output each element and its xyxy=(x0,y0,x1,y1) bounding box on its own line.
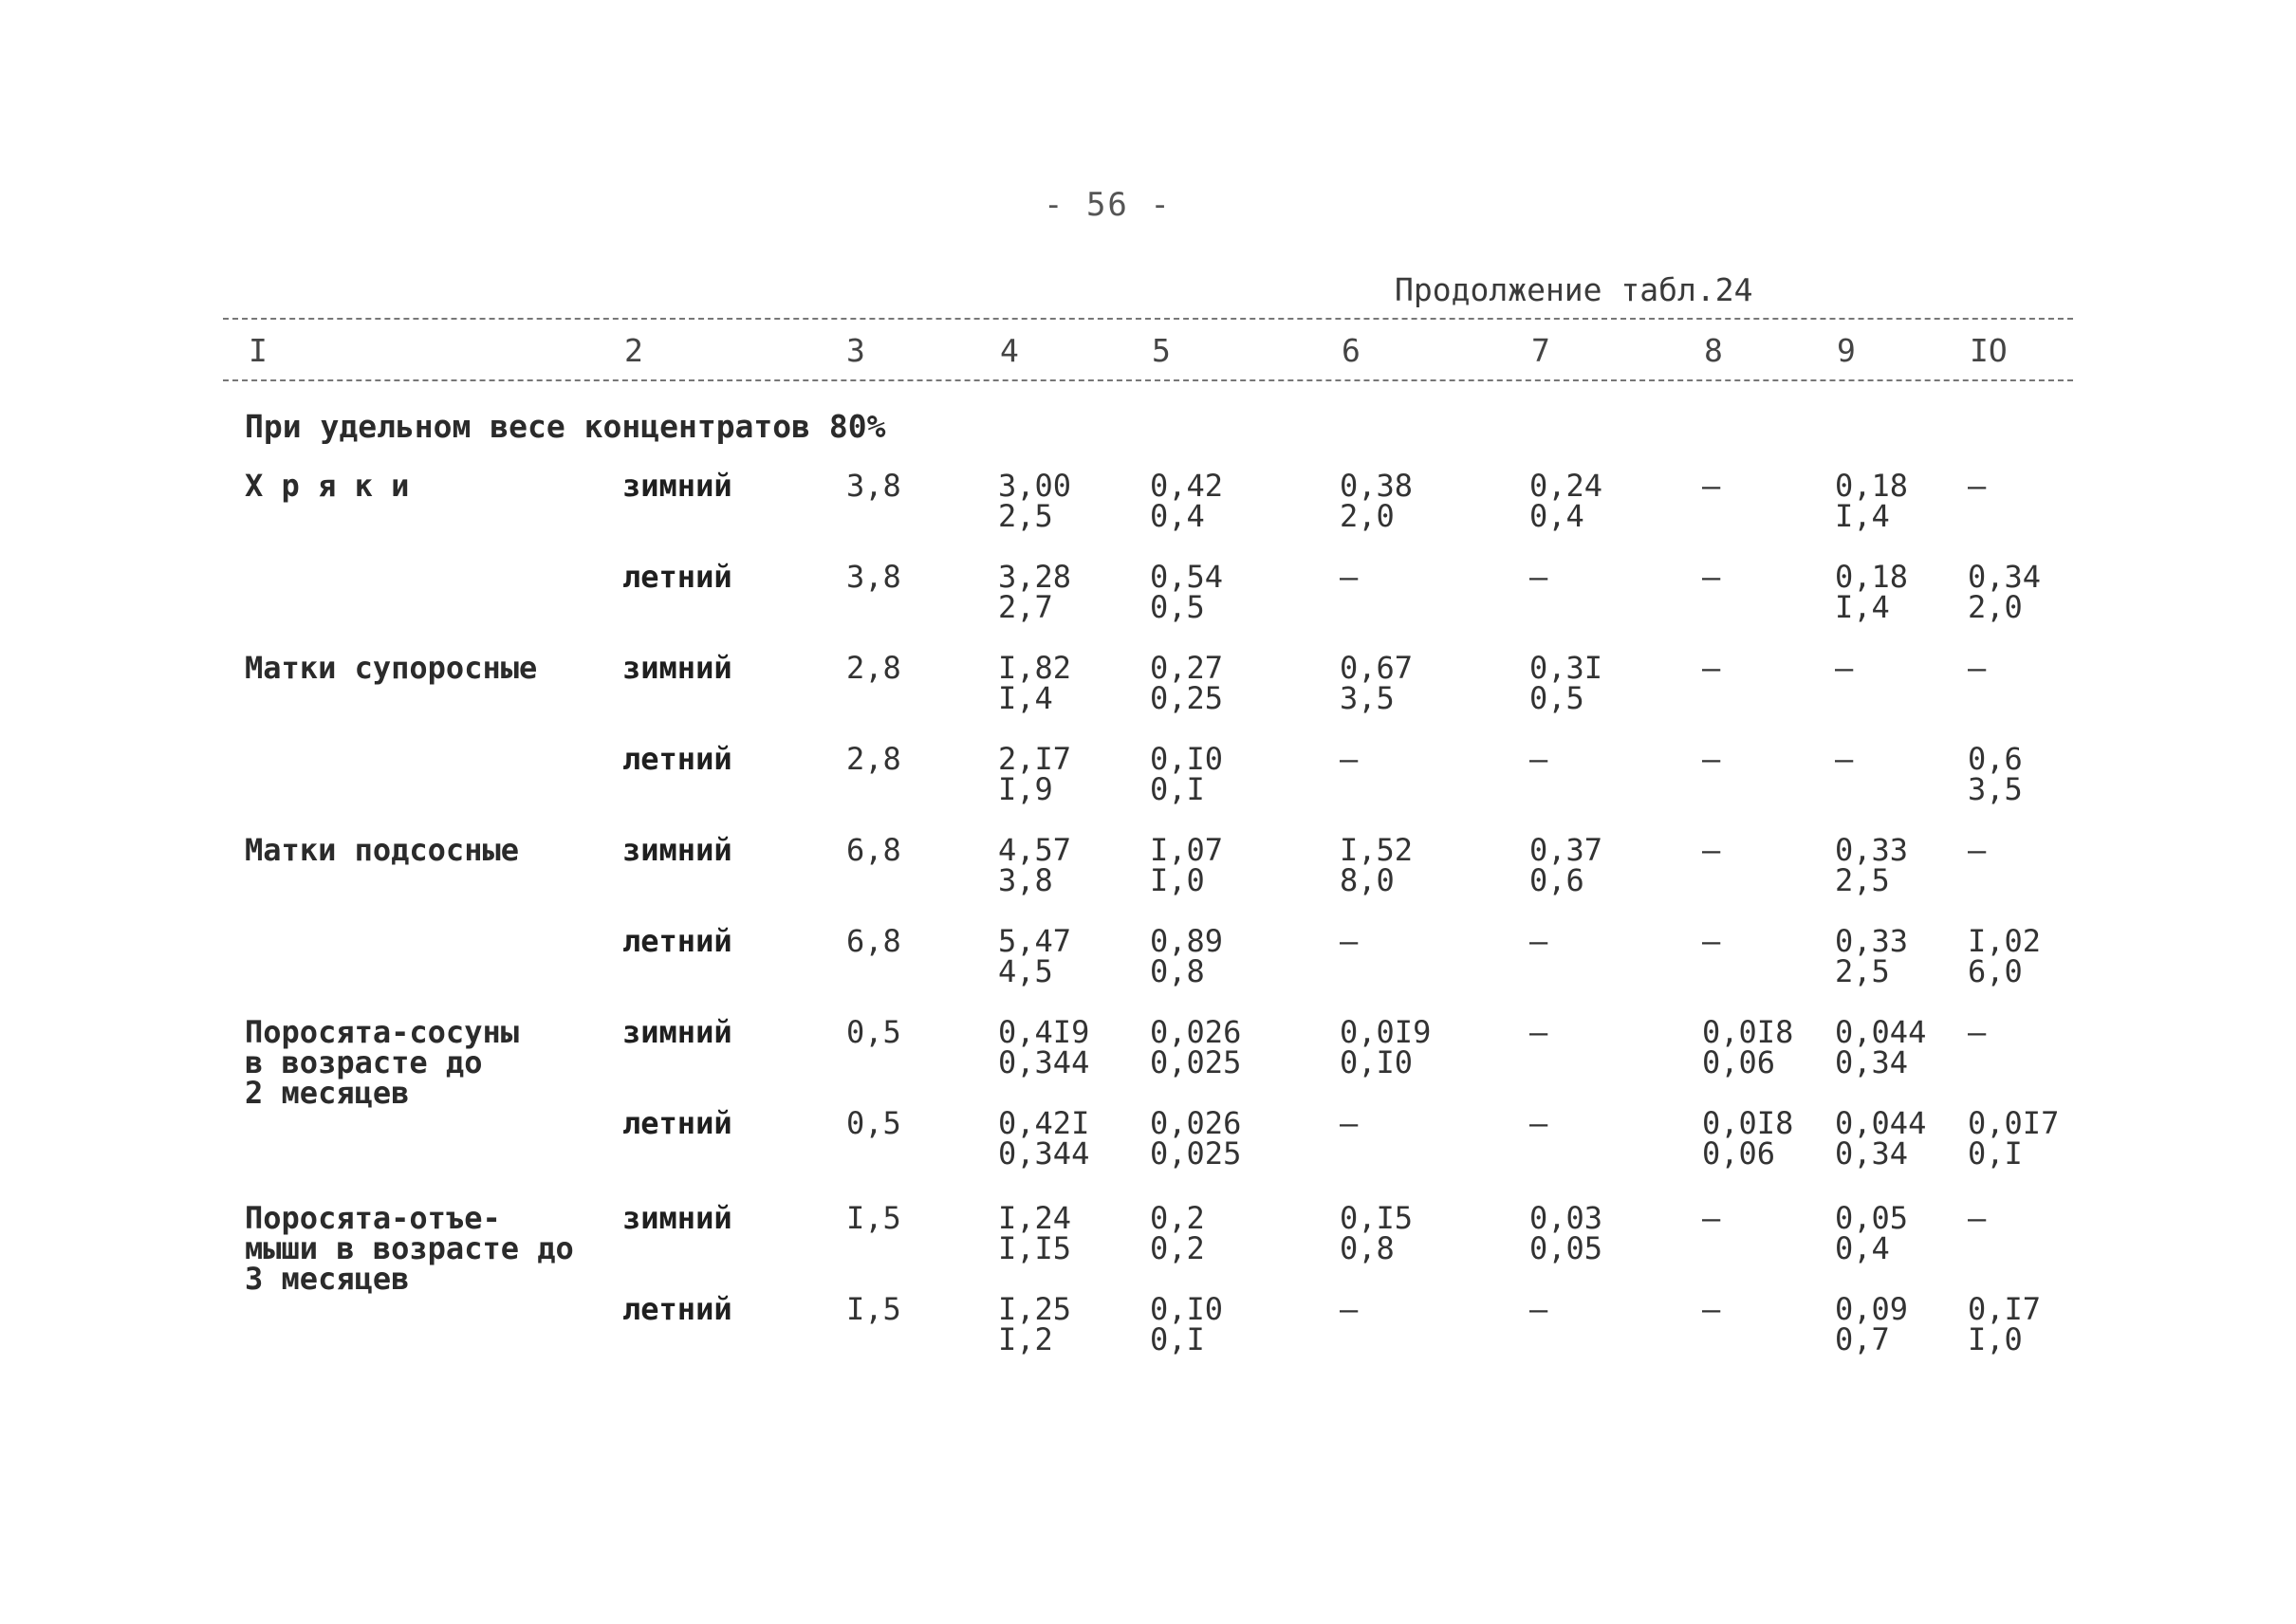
column-3-value: 0,5 xyxy=(846,1105,901,1141)
column-4-value xyxy=(998,923,1072,989)
cell-line: 4,5 xyxy=(998,953,1053,989)
cell-line: 0,18 xyxy=(1835,468,1909,504)
cell-line: 0,8 xyxy=(1150,953,1205,989)
cell-line: 0,I xyxy=(1150,771,1205,807)
cell-line: 0,026 xyxy=(1150,1105,1242,1141)
cell-line: I,0 xyxy=(1150,862,1205,898)
cell-line: 0,33 xyxy=(1835,923,1909,959)
season-label: летний xyxy=(622,1105,732,1141)
cell-line: 0,6 xyxy=(1529,862,1584,898)
column-7-value xyxy=(1529,741,1548,777)
season-label: летний xyxy=(622,559,732,595)
column-3-value: 3,8 xyxy=(846,559,901,595)
column-3-value: 6,8 xyxy=(846,832,901,868)
cell-line: 2,I7 xyxy=(998,741,1072,777)
animal-group-label: Матки подсосные xyxy=(245,832,519,868)
season-label: зимний xyxy=(622,832,732,868)
cell-line: 0,05 xyxy=(1835,1200,1909,1236)
cell-line: 0,4 xyxy=(1150,498,1205,534)
column-3-value: 0,5 xyxy=(846,1014,901,1050)
column-8-value xyxy=(1702,650,1721,686)
column-6-value xyxy=(1340,650,1414,716)
column-3-value: I,5 xyxy=(846,1200,901,1236)
cell-line: 0,37 xyxy=(1529,832,1603,868)
column-header-8: 8 xyxy=(1704,332,1723,369)
cell-line: 0,4 xyxy=(1529,498,1584,534)
section-title: При удельном весе концентратов 80% xyxy=(245,408,886,445)
cell-line: 0,0I8 xyxy=(1702,1014,1794,1050)
cell-line: 2,5 xyxy=(1835,953,1890,989)
cell-line: – xyxy=(1702,1200,1721,1236)
cell-line: 0,38 xyxy=(1340,468,1414,504)
column-7-value xyxy=(1529,650,1603,716)
column-10-value xyxy=(1968,559,2042,625)
cell-line: 0,8 xyxy=(1340,1230,1395,1266)
cell-line: 0,89 xyxy=(1150,923,1224,959)
season-label: зимний xyxy=(622,468,732,504)
cell-line: 0,0I8 xyxy=(1702,1105,1794,1141)
cell-line: 0,03 xyxy=(1529,1200,1603,1236)
cell-line: 0,7 xyxy=(1835,1321,1890,1357)
cell-line: 2,5 xyxy=(998,498,1053,534)
column-10-value xyxy=(1968,741,2023,807)
column-3-value: 2,8 xyxy=(846,650,901,686)
column-4-value xyxy=(998,1291,1072,1357)
column-header-9: 9 xyxy=(1837,332,1856,369)
column-header-1: I xyxy=(249,332,268,369)
season-label: летний xyxy=(622,1291,732,1327)
season-label: летний xyxy=(622,741,732,777)
cell-line: 0,2 xyxy=(1150,1230,1205,1266)
column-3-value: 3,8 xyxy=(846,468,901,504)
cell-line: 4,57 xyxy=(998,832,1072,868)
cell-line: – xyxy=(1702,741,1721,777)
column-8-value xyxy=(1702,1014,1794,1080)
column-5-value xyxy=(1150,1014,1242,1080)
column-header-6: 6 xyxy=(1342,332,1361,369)
column-4-value xyxy=(998,1014,1090,1080)
cell-line: 2,0 xyxy=(1968,589,2023,625)
column-9-value xyxy=(1835,1200,1909,1266)
column-3-value: 6,8 xyxy=(846,923,901,959)
column-9-value xyxy=(1835,1291,1909,1357)
cell-line: I,4 xyxy=(998,680,1053,716)
column-10-value xyxy=(1968,832,1987,868)
cell-line: – xyxy=(1702,650,1721,686)
column-6-value xyxy=(1340,559,1359,595)
table-continuation-caption: Продолжение табл.24 xyxy=(1395,271,1753,308)
cell-line: I,52 xyxy=(1340,832,1414,868)
cell-line: I,0 xyxy=(1968,1321,2023,1357)
cell-line: I,9 xyxy=(998,771,1053,807)
season-label: зимний xyxy=(622,650,732,686)
cell-line: 0,54 xyxy=(1150,559,1224,595)
column-7-value xyxy=(1529,923,1548,959)
column-5-value xyxy=(1150,1200,1205,1266)
column-5-value xyxy=(1150,559,1224,625)
cell-line: 0,I5 xyxy=(1340,1200,1414,1236)
column-3-value: I,5 xyxy=(846,1291,901,1327)
column-header-4: 4 xyxy=(1000,332,1019,369)
cell-line: – xyxy=(1529,741,1548,777)
cell-line: 3,8 xyxy=(998,862,1053,898)
column-9-value xyxy=(1835,1014,1927,1080)
column-9-value xyxy=(1835,468,1909,534)
cell-line: 0,I0 xyxy=(1150,1291,1224,1327)
column-10-value xyxy=(1968,1014,1987,1050)
cell-line: 0,I7 xyxy=(1968,1291,2042,1327)
column-header-3: 3 xyxy=(846,332,865,369)
cell-line: 2,5 xyxy=(1835,862,1890,898)
cell-line: 0,025 xyxy=(1150,1135,1242,1172)
column-6-value xyxy=(1340,1291,1359,1327)
column-7-value xyxy=(1529,468,1603,534)
column-8-value xyxy=(1702,1105,1794,1172)
cell-line: 0,I xyxy=(1968,1135,2023,1172)
column-4-value xyxy=(998,468,1072,534)
cell-line: I,25 xyxy=(998,1291,1072,1327)
cell-line: 0,4I9 xyxy=(998,1014,1090,1050)
column-7-value xyxy=(1529,1200,1603,1266)
table-header-rule xyxy=(223,379,2073,381)
column-10-value xyxy=(1968,1291,2042,1357)
column-6-value xyxy=(1340,923,1359,959)
column-header-10: IO xyxy=(1970,332,2008,369)
column-7-value xyxy=(1529,1014,1548,1050)
cell-line: 0,5 xyxy=(1150,589,1205,625)
cell-line: – xyxy=(1340,559,1359,595)
column-8-value xyxy=(1702,832,1721,868)
column-9-value xyxy=(1835,923,1909,989)
cell-line: I,I5 xyxy=(998,1230,1072,1266)
animal-group-label: Матки супоросные xyxy=(245,650,538,686)
column-9-value xyxy=(1835,1105,1927,1172)
animal-group-label: Поросята-отъе- мыши в возрасте до 3 месяцев xyxy=(245,1200,574,1297)
column-10-value xyxy=(1968,468,1987,504)
column-5-value xyxy=(1150,468,1224,534)
column-4-value xyxy=(998,741,1072,807)
cell-line: – xyxy=(1529,559,1548,595)
cell-line: – xyxy=(1968,650,1987,686)
cell-line: 0,0I7 xyxy=(1968,1105,2060,1141)
column-7-value xyxy=(1529,559,1548,595)
cell-line: 0,42 xyxy=(1150,468,1224,504)
cell-line: I,4 xyxy=(1835,498,1890,534)
cell-line: I,82 xyxy=(998,650,1072,686)
column-10-value xyxy=(1968,1200,1987,1236)
cell-line: 0,67 xyxy=(1340,650,1414,686)
column-header-2: 2 xyxy=(624,332,643,369)
cell-line: 0,06 xyxy=(1702,1135,1776,1172)
column-5-value xyxy=(1150,832,1224,898)
cell-line: 0,I xyxy=(1150,1321,1205,1357)
cell-line: – xyxy=(1835,741,1854,777)
cell-line: I,02 xyxy=(1968,923,2042,959)
column-6-value xyxy=(1340,468,1414,534)
cell-line: I,24 xyxy=(998,1200,1072,1236)
cell-line: 0,34 xyxy=(1835,1044,1909,1080)
cell-line: 0,42I xyxy=(998,1105,1090,1141)
cell-line: – xyxy=(1529,1014,1548,1050)
cell-line: 3,5 xyxy=(1968,771,2023,807)
column-9-value xyxy=(1835,650,1854,686)
column-8-value xyxy=(1702,559,1721,595)
cell-line: 0,05 xyxy=(1529,1230,1603,1266)
cell-line: 0,24 xyxy=(1529,468,1603,504)
column-4-value xyxy=(998,559,1072,625)
cell-line: 0,06 xyxy=(1702,1044,1776,1080)
column-5-value xyxy=(1150,1105,1242,1172)
table-top-rule xyxy=(223,318,2073,320)
cell-line: 3,00 xyxy=(998,468,1072,504)
cell-line: 3,5 xyxy=(1340,680,1395,716)
cell-line: I,4 xyxy=(1835,589,1890,625)
cell-line: – xyxy=(1340,923,1359,959)
cell-line: – xyxy=(1529,1291,1548,1327)
cell-line: I,07 xyxy=(1150,832,1224,868)
column-7-value xyxy=(1529,1105,1548,1141)
column-6-value xyxy=(1340,1200,1414,1266)
cell-line: – xyxy=(1340,1105,1359,1141)
column-5-value xyxy=(1150,650,1224,716)
cell-line: – xyxy=(1702,468,1721,504)
cell-line: – xyxy=(1835,650,1854,686)
cell-line: – xyxy=(1702,1291,1721,1327)
column-8-value xyxy=(1702,1200,1721,1236)
cell-line: 0,025 xyxy=(1150,1044,1242,1080)
column-9-value xyxy=(1835,741,1854,777)
column-7-value xyxy=(1529,832,1603,898)
column-header-5: 5 xyxy=(1152,332,1171,369)
column-10-value xyxy=(1968,923,2042,989)
cell-line: – xyxy=(1968,832,1987,868)
cell-line: 0,344 xyxy=(998,1135,1090,1172)
column-9-value xyxy=(1835,559,1909,625)
cell-line: – xyxy=(1702,923,1721,959)
cell-line: – xyxy=(1702,832,1721,868)
animal-group-label: Х р я к и xyxy=(245,468,410,504)
column-5-value xyxy=(1150,741,1224,807)
column-4-value xyxy=(998,1200,1072,1266)
column-8-value xyxy=(1702,468,1721,504)
column-8-value xyxy=(1702,741,1721,777)
cell-line: 0,2 xyxy=(1150,1200,1205,1236)
cell-line: 0,25 xyxy=(1150,680,1224,716)
cell-line: – xyxy=(1529,923,1548,959)
season-label: летний xyxy=(622,923,732,959)
cell-line: 0,0I9 xyxy=(1340,1014,1432,1050)
page-number: - 56 - xyxy=(1044,186,1172,224)
column-10-value xyxy=(1968,650,1987,686)
cell-line: 0,3I xyxy=(1529,650,1603,686)
cell-line: I,2 xyxy=(998,1321,1053,1357)
column-5-value xyxy=(1150,923,1224,989)
column-6-value xyxy=(1340,832,1414,898)
cell-line: 0,34 xyxy=(1835,1135,1909,1172)
cell-line: 0,34 xyxy=(1968,559,2042,595)
season-label: зимний xyxy=(622,1200,732,1236)
column-8-value xyxy=(1702,923,1721,959)
cell-line: 0,18 xyxy=(1835,559,1909,595)
column-4-value xyxy=(998,1105,1090,1172)
column-3-value: 2,8 xyxy=(846,741,901,777)
cell-line: 0,I0 xyxy=(1340,1044,1414,1080)
cell-line: – xyxy=(1968,1200,1987,1236)
cell-line: – xyxy=(1968,468,1987,504)
column-header-7: 7 xyxy=(1531,332,1550,369)
column-6-value xyxy=(1340,1105,1359,1141)
cell-line: – xyxy=(1529,1105,1548,1141)
cell-line: 0,026 xyxy=(1150,1014,1242,1050)
column-6-value xyxy=(1340,741,1359,777)
cell-line: 2,7 xyxy=(998,589,1053,625)
cell-line: – xyxy=(1340,741,1359,777)
column-9-value xyxy=(1835,832,1909,898)
cell-line: – xyxy=(1968,1014,1987,1050)
cell-line: 0,09 xyxy=(1835,1291,1909,1327)
column-4-value xyxy=(998,650,1072,716)
animal-group-label: Поросята-сосуны в возрасте до 2 месяцев xyxy=(245,1014,519,1111)
column-6-value xyxy=(1340,1014,1432,1080)
cell-line: 0,27 xyxy=(1150,650,1224,686)
cell-line: 0,4 xyxy=(1835,1230,1890,1266)
cell-line: 0,33 xyxy=(1835,832,1909,868)
column-5-value xyxy=(1150,1291,1224,1357)
column-4-value xyxy=(998,832,1072,898)
cell-line: – xyxy=(1702,559,1721,595)
cell-line: 0,5 xyxy=(1529,680,1584,716)
column-8-value xyxy=(1702,1291,1721,1327)
cell-line: 0,I0 xyxy=(1150,741,1224,777)
cell-line: 0,044 xyxy=(1835,1014,1927,1050)
cell-line: 8,0 xyxy=(1340,862,1395,898)
cell-line: 3,28 xyxy=(998,559,1072,595)
cell-line: 0,044 xyxy=(1835,1105,1927,1141)
cell-line: 2,0 xyxy=(1340,498,1395,534)
cell-line: – xyxy=(1340,1291,1359,1327)
column-10-value xyxy=(1968,1105,2060,1172)
cell-line: 6,0 xyxy=(1968,953,2023,989)
cell-line: 0,6 xyxy=(1968,741,2023,777)
table-header-row xyxy=(0,332,2296,370)
column-7-value xyxy=(1529,1291,1548,1327)
cell-line: 0,344 xyxy=(998,1044,1090,1080)
cell-line: 5,47 xyxy=(998,923,1072,959)
season-label: зимний xyxy=(622,1014,732,1050)
